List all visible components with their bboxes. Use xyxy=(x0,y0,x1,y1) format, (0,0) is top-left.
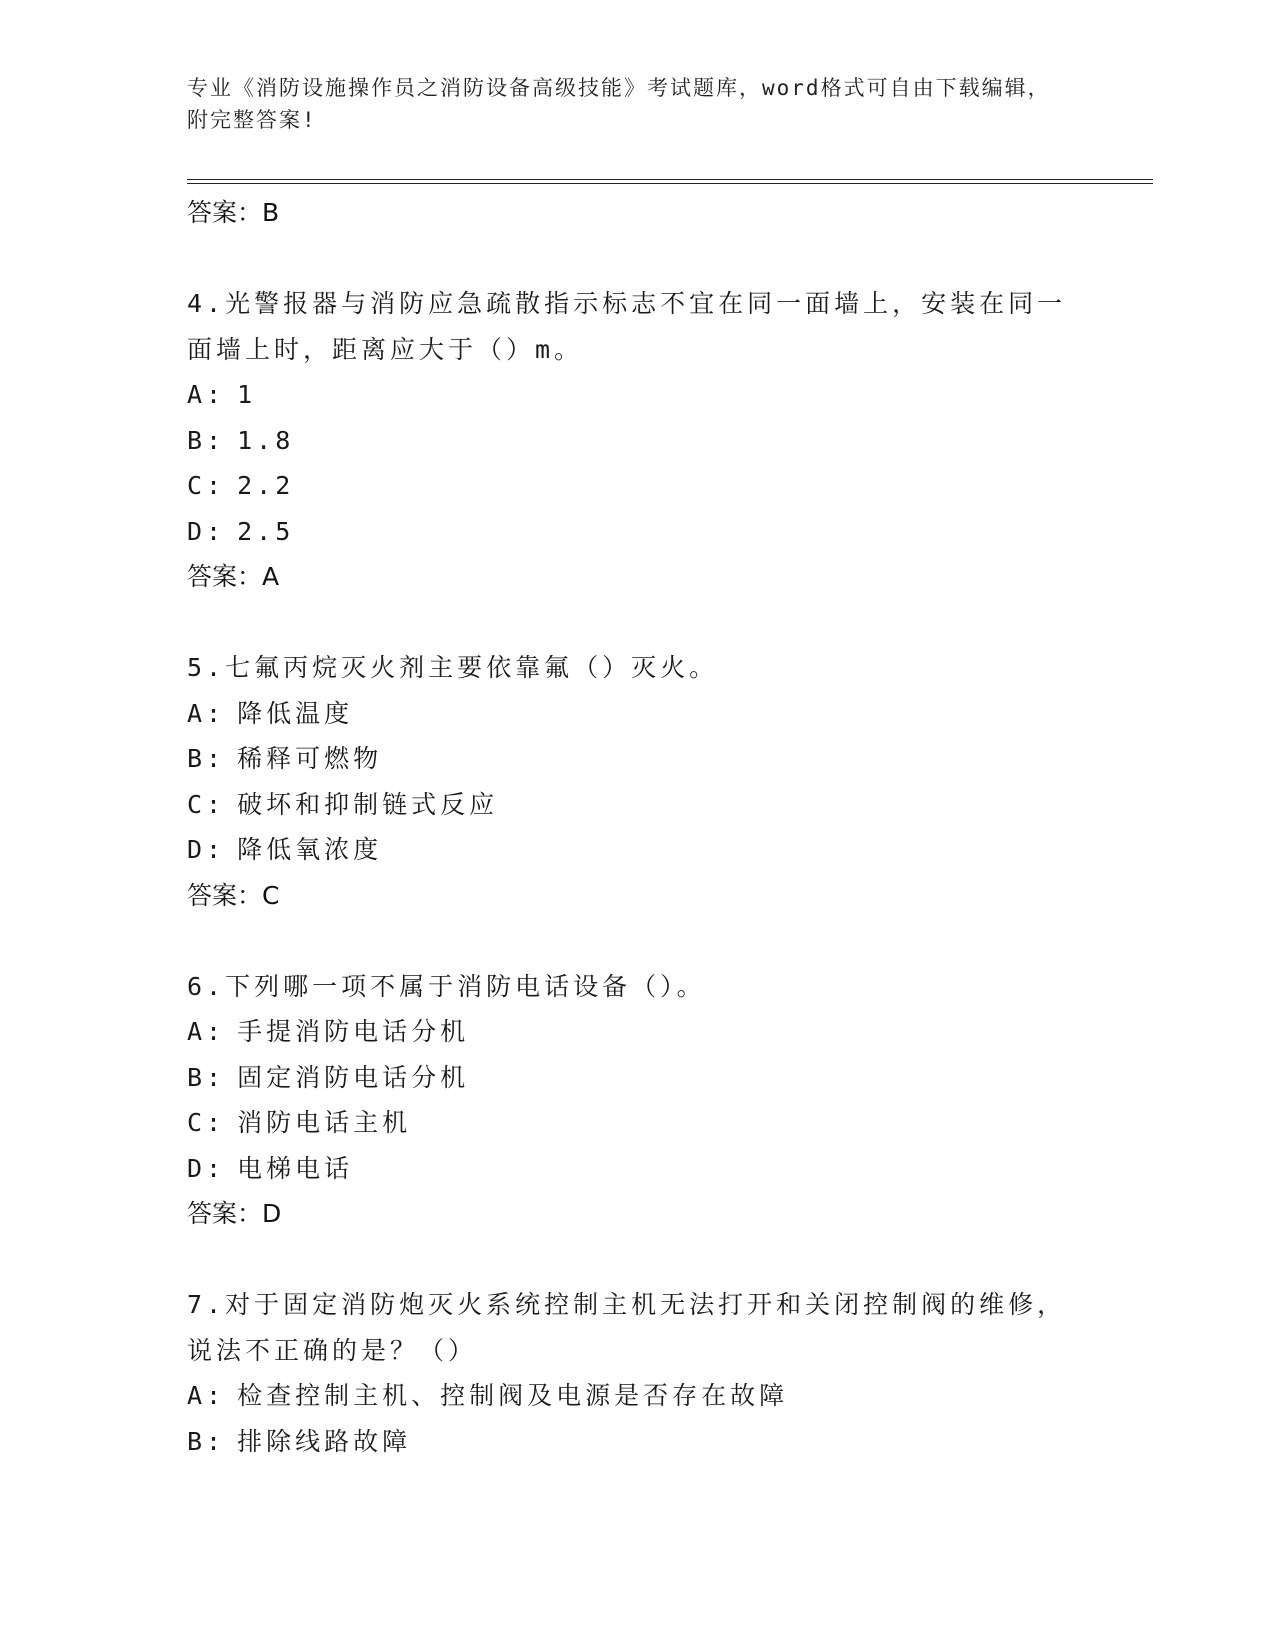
option-text: 排除线路故障 xyxy=(237,1426,412,1456)
option-d xyxy=(187,827,1087,873)
option-label: B: xyxy=(187,1062,226,1092)
question-text-line: 5.七氟丙烷灭火剂主要依靠氟（）灭火。 xyxy=(187,653,719,682)
answer-line: 答案：C xyxy=(187,880,280,910)
option-c xyxy=(187,782,1087,828)
option-a xyxy=(187,691,1087,737)
document-body xyxy=(187,190,1087,1464)
option-b xyxy=(187,1055,1087,1101)
option-label: C: xyxy=(187,1108,226,1137)
option-text: 固定消防电话分机 xyxy=(237,1062,470,1092)
option-text: 降低氧浓度 xyxy=(237,835,383,864)
option-label: B: xyxy=(187,1426,226,1456)
option-b xyxy=(187,1419,1087,1465)
question-text-line: 面墙上时，距离应大于（）m。 xyxy=(187,334,584,364)
question-block xyxy=(187,645,1087,918)
question-text-line: 说法不正确的是？（） xyxy=(187,1335,478,1365)
option-b xyxy=(187,418,1087,464)
option-label: A: xyxy=(187,1381,226,1410)
option-text: 手提消防电话分机 xyxy=(237,1017,470,1046)
option-text: 破坏和抑制链式反应 xyxy=(237,789,499,819)
option-label: A: xyxy=(187,698,226,728)
option-text: 电梯电话 xyxy=(237,1153,354,1183)
answer-line: 答案：A xyxy=(187,562,280,591)
header-rule-bottom xyxy=(187,183,1153,184)
option-label: D: xyxy=(187,516,226,546)
option-a xyxy=(187,372,1087,418)
option-label: A: xyxy=(187,1017,226,1046)
question-block xyxy=(187,281,1087,599)
option-label: B: xyxy=(187,744,226,773)
header-rule-top xyxy=(187,179,1153,180)
question-text-line: 6.下列哪一项不属于消防电话设备（）。 xyxy=(187,971,706,1001)
answer-line: 答案：B xyxy=(187,198,280,227)
option-text: 检查控制主机、控制阀及电源是否存在故障 xyxy=(237,1381,789,1410)
option-label: A: xyxy=(187,380,226,409)
question-block xyxy=(187,964,1087,1237)
page-header: 专业《消防设施操作员之消防设备高级技能》考试题库，word格式可自由下载编辑，附完整答案! xyxy=(187,76,1051,132)
answer-line: 答案：D xyxy=(187,1199,282,1228)
option-d xyxy=(187,509,1087,555)
option-label: D: xyxy=(187,1153,226,1183)
option-label: B: xyxy=(187,425,226,455)
option-a xyxy=(187,1009,1087,1055)
question-block xyxy=(187,1282,1087,1464)
option-label: D: xyxy=(187,835,226,864)
option-text: 2.5 xyxy=(237,516,295,546)
option-c xyxy=(187,463,1087,509)
option-text: 1.8 xyxy=(237,425,295,455)
option-text: 2.2 xyxy=(237,471,295,500)
option-a xyxy=(187,1373,1087,1419)
question-text-line: 4.光警报器与消防应急疏散指示标志不宜在同一面墙上，安装在同一 xyxy=(187,289,1067,318)
option-text: 消防电话主机 xyxy=(237,1108,412,1137)
question-text-line: 7.对于固定消防炮灭火系统控制主机无法打开和关闭控制阀的维修， xyxy=(187,1290,1067,1319)
option-label: C: xyxy=(187,789,226,819)
option-d xyxy=(187,1146,1087,1192)
option-text: 降低温度 xyxy=(237,698,354,728)
option-c xyxy=(187,1100,1087,1146)
option-text: 1 xyxy=(237,380,257,409)
option-text: 稀释可燃物 xyxy=(237,744,383,773)
option-label: C: xyxy=(187,471,226,500)
option-b xyxy=(187,736,1087,782)
